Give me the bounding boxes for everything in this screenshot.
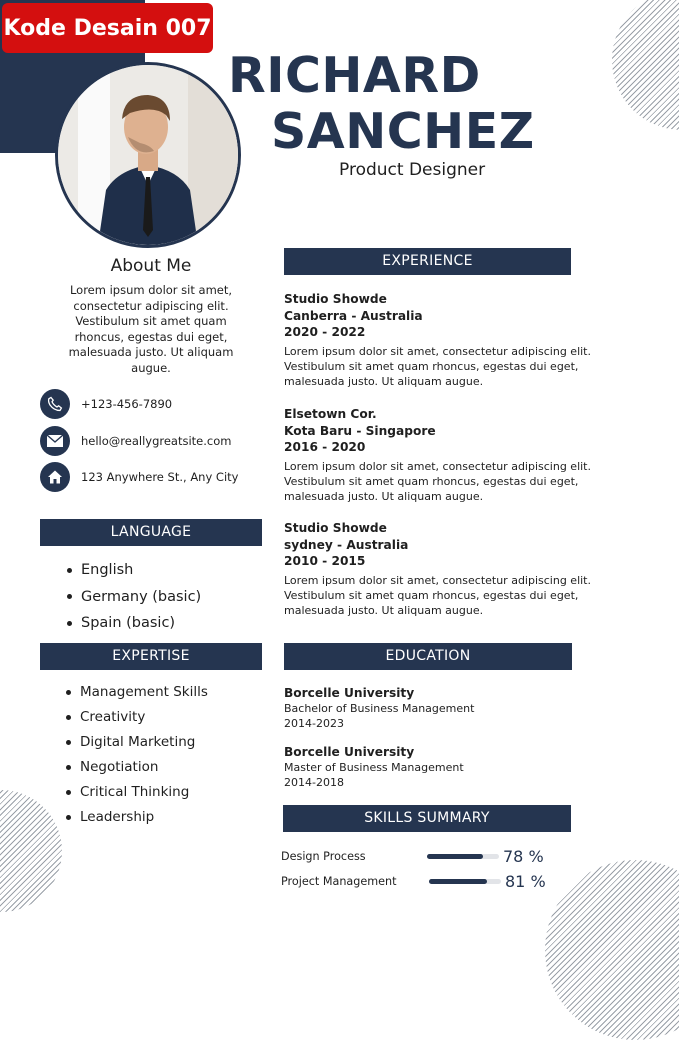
list-item: English [67, 557, 257, 584]
contact-phone [40, 389, 270, 419]
first-name: RICHARD [228, 47, 481, 104]
job-description: Lorem ipsum dolor sit amet, consectetur adipiscing elit. Vestibulum sit amet quam rhoncus, egestas dui eget, malesuada justo. Ut aliquam augue. [284, 459, 591, 504]
design-code-badge: Kode Desain 007 [2, 3, 213, 53]
contact-address [40, 462, 270, 492]
language-list [67, 557, 257, 637]
hatch-circle-bottom-left [0, 790, 62, 912]
edu-degree: Master of Business Management [284, 761, 464, 774]
contact-email-text: hello@reallygreatsite.com [81, 434, 232, 448]
education-title: EDUCATION [284, 643, 572, 670]
contact-phone-text: +123-456-7890 [81, 397, 173, 411]
edu-degree: Bachelor of Business Management [284, 702, 475, 715]
contact-list [40, 389, 270, 492]
job-location: Canberra - Australia [284, 308, 423, 323]
home-icon [40, 462, 70, 492]
job-location: Kota Baru - Singapore [284, 423, 436, 438]
skill-percent: 78 % [503, 846, 544, 866]
skill-label: Design Process [281, 849, 366, 863]
list-item: Creativity [66, 705, 266, 730]
skill-row [281, 870, 561, 892]
experience-entry [284, 520, 594, 619]
job-location: sydney - Australia [284, 537, 409, 552]
edu-school: Borcelle University [284, 745, 415, 759]
education-entry [284, 685, 544, 731]
job-years: 2016 - 2020 [284, 440, 366, 454]
hatch-circle-bottom-right [545, 860, 679, 1040]
job-years: 2010 - 2015 [284, 554, 366, 568]
list-item: Leadership [66, 805, 266, 830]
list-item: Germany (basic) [67, 584, 257, 611]
experience-title: EXPERIENCE [284, 248, 571, 275]
job-company: Studio Showde [284, 521, 387, 535]
skill-bar [427, 854, 499, 859]
job-description: Lorem ipsum dolor sit amet, consectetur adipiscing elit. Vestibulum sit amet quam rhoncus, egestas dui eget, malesuada justo. Ut aliquam augue. [284, 573, 591, 618]
edu-years: 2014-2023 [284, 717, 344, 730]
profile-photo [55, 62, 241, 248]
skill-row [281, 845, 561, 867]
language-title: LANGUAGE [40, 519, 262, 546]
last-name: SANCHEZ [271, 103, 535, 160]
about-text: Lorem ipsum dolor sit amet, consectetur adipiscing elit. Vestibulum sit amet quam rhoncus, egestas dui eget, malesuada justo. Ut aliquam augue. [68, 283, 234, 375]
list-item: Critical Thinking [66, 780, 266, 805]
contact-email [40, 426, 270, 456]
skill-bar-fill [427, 854, 483, 859]
phone-icon [40, 389, 70, 419]
skills-title: SKILLS SUMMARY [283, 805, 571, 832]
person-illustration [58, 65, 238, 245]
job-description: Lorem ipsum dolor sit amet, consectetur adipiscing elit. Vestibulum sit amet quam rhoncus, egestas dui eget, malesuada justo. Ut aliquam augue. [284, 344, 591, 389]
email-icon [40, 426, 70, 456]
skill-bar [429, 879, 501, 884]
experience-entry [284, 406, 594, 505]
job-company: Studio Showde [284, 292, 387, 306]
contact-address-text: 123 Anywhere St., Any City [81, 470, 239, 484]
job-company: Elsetown Cor. [284, 407, 377, 421]
expertise-title: EXPERTISE [40, 643, 262, 670]
edu-school: Borcelle University [284, 686, 415, 700]
list-item: Spain (basic) [67, 610, 257, 637]
skill-percent: 81 % [505, 871, 546, 891]
list-item: Negotiation [66, 755, 266, 780]
list-item: Management Skills [66, 680, 266, 705]
job-role: Product Designer [339, 160, 486, 180]
edu-years: 2014-2018 [284, 776, 344, 789]
job-years: 2020 - 2022 [284, 325, 366, 339]
skill-bar-fill [429, 879, 487, 884]
expertise-list [66, 680, 266, 830]
list-item: Digital Marketing [66, 730, 266, 755]
skill-label: Project Management [281, 874, 397, 888]
hatch-circle-top-right [612, 0, 679, 130]
experience-entry [284, 291, 594, 390]
education-entry [284, 744, 544, 790]
about-heading: About Me [110, 256, 192, 276]
